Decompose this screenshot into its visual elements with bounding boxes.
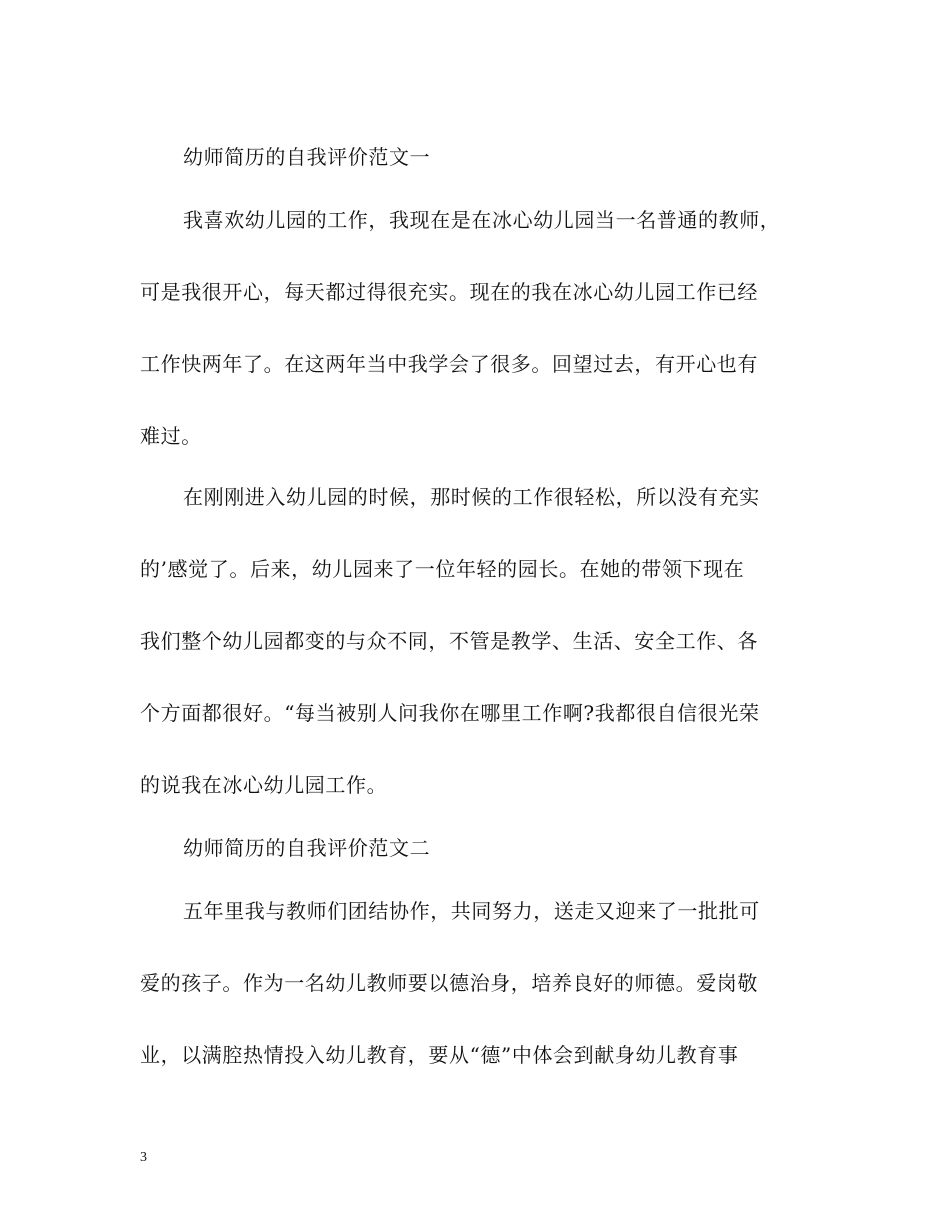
paragraph-3-line-3: 业，以满腔热情投入幼儿教育，要从“德”中体会到献身幼儿教育事 xyxy=(140,1043,739,1067)
paragraph-3-line-1: 五年里我与教师们团结协作，共同努力，送走又迎来了一批批可 xyxy=(183,899,760,923)
section-heading-2: 幼师简历的自我评价范文二 xyxy=(183,836,431,860)
paragraph-1-line-3: 工作快两年了。在这两年当中我学会了很多。回望过去，有开心也有 xyxy=(140,352,758,376)
paragraph-1-line-1: 我喜欢幼儿园的工作，我现在是在冰心幼儿园当一名普通的教师， xyxy=(183,208,781,232)
paragraph-1-line-2: 可是我很开心，每天都过得很充实。现在的我在冰心幼儿园工作已经 xyxy=(140,280,758,304)
paragraph-2-line-4: 个方面都很好。“每当被别人问我你在哪里工作啊?我都很自信很光荣 xyxy=(140,701,760,725)
page-number: 3 xyxy=(140,1150,147,1165)
paragraph-2-line-2: 的’感觉了。后来，幼儿园来了一位年轻的园长。在她的带领下现在 xyxy=(140,557,745,581)
section-heading-1: 幼师简历的自我评价范文一 xyxy=(183,145,431,169)
paragraph-2-line-5: 的说我在冰心幼儿园工作。 xyxy=(140,773,388,797)
paragraph-3-line-2: 爱的孩子。作为一名幼儿教师要以德治身，培养良好的师德。爱岗敬 xyxy=(140,971,758,995)
paragraph-2-line-1: 在刚刚进入幼儿园的时候，那时候的工作很轻松，所以没有充实 xyxy=(183,485,760,509)
paragraph-2-line-3: 我们整个幼儿园都变的与众不同，不管是教学、生活、安全工作、各 xyxy=(140,629,758,653)
paragraph-1-line-4: 难过。 xyxy=(140,424,202,448)
